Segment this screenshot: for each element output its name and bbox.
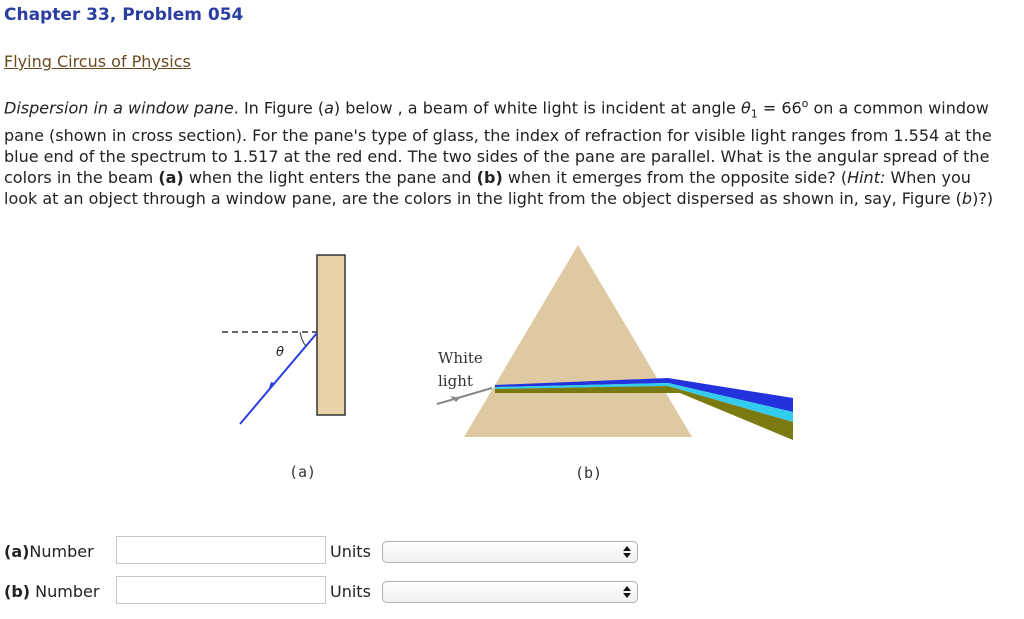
units-label-b: Units	[330, 582, 371, 601]
white-light-beam	[437, 388, 492, 404]
number-input-a[interactable]	[116, 536, 326, 564]
number-input-b[interactable]	[116, 576, 326, 604]
source-link[interactable]: Flying Circus of Physics	[4, 52, 191, 71]
part-b-ref: (b)	[476, 167, 503, 187]
units-select-b[interactable]	[382, 581, 638, 603]
figure-b	[437, 245, 793, 440]
answer-label-a: (a)Number	[4, 542, 94, 561]
white-label: White	[438, 349, 483, 367]
page-title: Chapter 33, Problem 054	[4, 5, 244, 25]
problem-statement: Dispersion in a window pane. In Figure (a) below , a beam of white light is incident at angle $\theta_1 = 66^o$ on a common window pane (shown in cross section). For the pane's type of glass, the index of refraction for visible light ranges from 1.554 at the blue end of the spectrum to 1.517 at the red end. The two sides of the pane are parallel. What is the angular spread of the colors in the beam (a) when the light enters the pane and (b) when it emerges from the opposite side? (Hint: When you look at an object through a window pane, are the colors in the light from the object dispersed as shown in, say, Figure (b)?)	[4, 97, 994, 208]
light-label: light	[438, 372, 473, 390]
answer-row-a	[4, 536, 644, 568]
figure-a	[222, 255, 345, 424]
theta-arc	[300, 332, 306, 346]
units-label-a: Units	[330, 542, 371, 561]
answer-label-b: (b) Number	[4, 582, 100, 601]
select-arrows-icon	[623, 585, 631, 599]
figure-b-caption: (b)	[575, 464, 603, 482]
part-a-ref: (a)	[158, 167, 184, 187]
window-pane	[317, 255, 345, 415]
answer-row-b	[4, 576, 644, 608]
figure-a-caption: (a)	[289, 463, 317, 481]
units-select-a[interactable]	[382, 541, 638, 563]
theta-label: θ	[276, 345, 284, 360]
hint-label: Hint:	[847, 167, 886, 187]
select-arrows-icon	[623, 545, 631, 559]
prism	[464, 245, 692, 437]
problem-intro: Dispersion in a window pane	[4, 98, 234, 118]
